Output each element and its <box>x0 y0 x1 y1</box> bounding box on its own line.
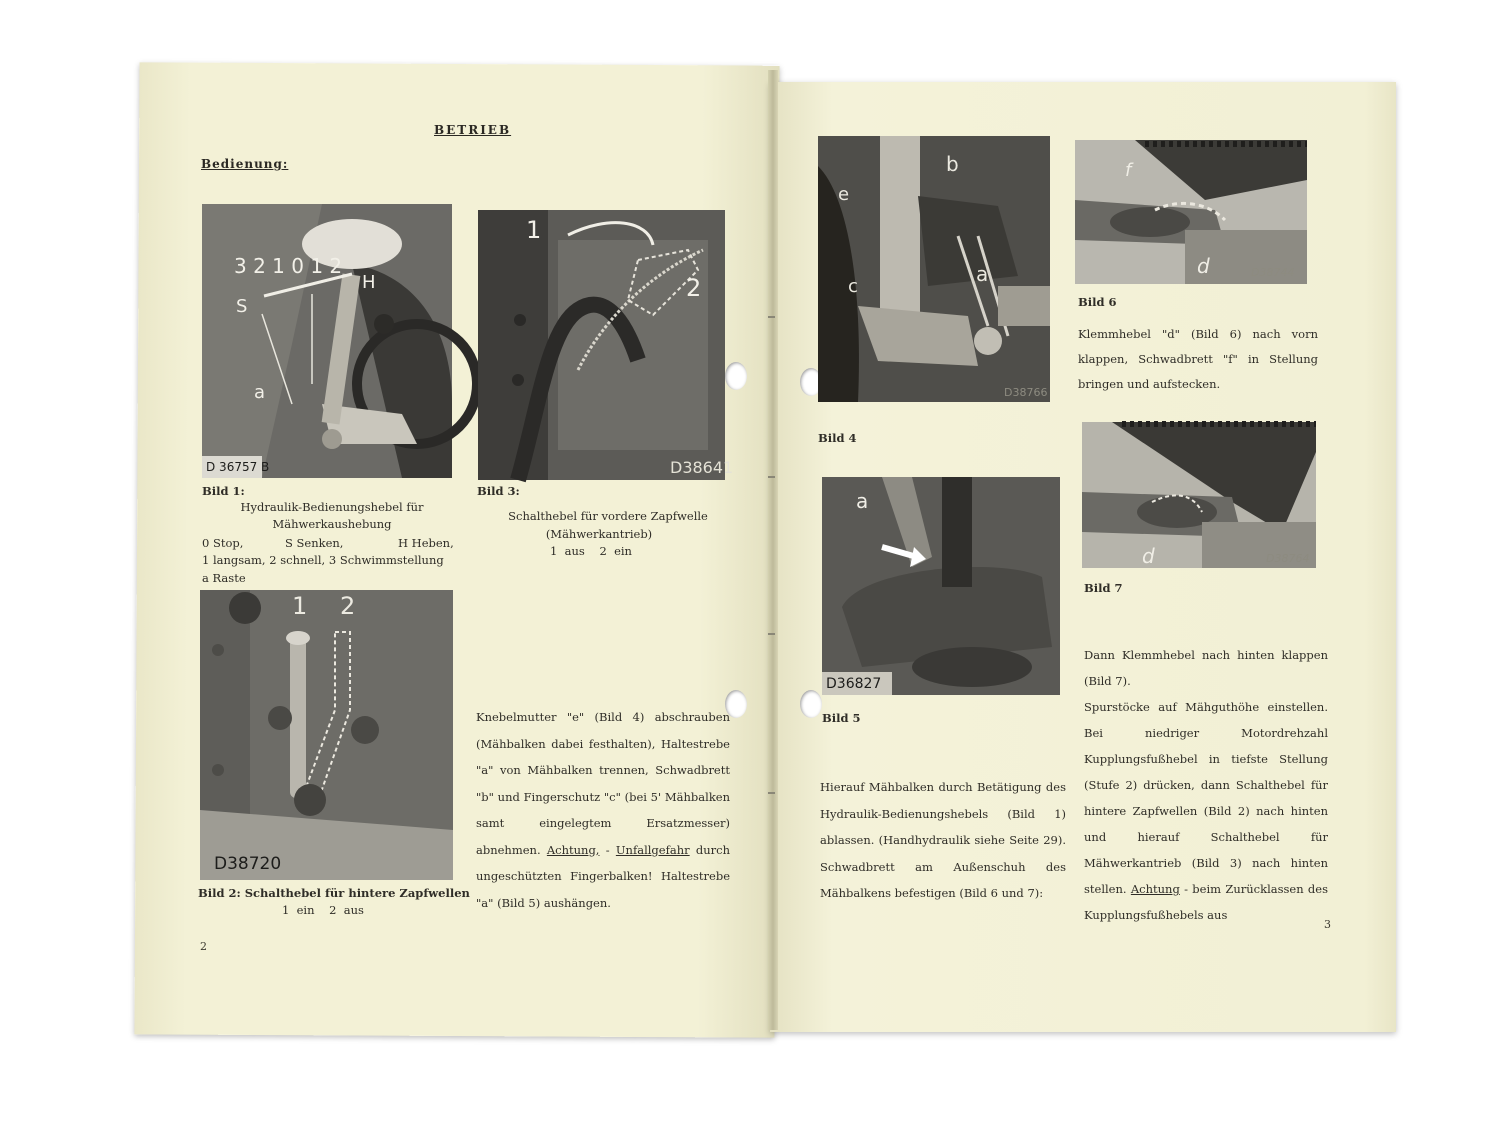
page-number: 3 <box>1324 918 1331 931</box>
punch-hole <box>800 690 822 718</box>
label-1: 1 <box>292 592 308 620</box>
label-s: S <box>236 296 248 317</box>
figure-5-photo <box>822 477 1060 695</box>
photo-id: D38641 <box>670 458 734 477</box>
body-text-part: - beim Zurücklassen des Kupplungsfußhebels aus <box>1084 882 1328 922</box>
scale-label: 3 2 1 0 1 2 <box>234 254 343 278</box>
label-a: a <box>856 489 869 513</box>
figure-7-photo <box>1082 422 1316 568</box>
photo-id: D38744 <box>1251 266 1295 279</box>
label-f: f <box>1125 160 1132 181</box>
margin-tick <box>768 316 775 318</box>
legend-speeds: 1 langsam, 2 schnell, 3 Schwimmstellung <box>202 553 444 567</box>
label-a: a <box>976 262 989 286</box>
photo-id: D38764 <box>1266 552 1310 565</box>
body-text-part: Knebelmutter "e" (Bild 4) abschrauben (Mähbalken dabei festhalten), Haltestrebe "a" von Mähbalken trennen, Schwadbrett "b" und Fingerschutz "c" (bei 5' Mähbalken samt eingelegtem Ersatzmesser) abnehmen. <box>476 710 730 857</box>
figure-4-caption: Bild 4 <box>818 431 857 445</box>
body-text-part: - <box>599 842 616 857</box>
body-text-part: Dann Klemmhebel nach hinten klappen (Bild 7). <box>1084 648 1328 688</box>
legend-heben: H Heben, <box>398 536 454 550</box>
page-number: 2 <box>200 940 207 953</box>
body-text-part: durch ungeschützten Fingerbalken! Haltestrebe "a" (Bild 5) aushängen. <box>476 842 730 910</box>
figure-2-photo <box>200 590 453 880</box>
margin-tick <box>768 476 775 478</box>
photo-id: D38720 <box>214 854 282 874</box>
figure-6-caption: Bild 6 <box>1078 295 1117 309</box>
legend-senken: S Senken, <box>285 536 344 550</box>
body-paragraph <box>1084 642 1328 928</box>
body-paragraph: Hierauf Mähbalken durch Betätigung des Hydraulik-Bedienungshebels (Bild 1) ablassen. (Handhydraulik siehe Seite 29). Schwadbrett am Außenschuh des Mähbalkens befestigen (Bild 6 und 7): <box>820 780 1066 900</box>
figure-1-caption-line: Mähwerkaushebung <box>272 517 392 531</box>
label-a: a <box>254 382 266 403</box>
figure-1-caption-line: Hydraulik-Bedienungshebel für <box>240 500 424 514</box>
unfallgefahr-word: Unfallgefahr <box>615 842 690 857</box>
punch-hole <box>725 362 747 390</box>
figure-1-caption-title: Bild 1: <box>202 484 245 498</box>
achtung-word: Achtung <box>1130 882 1180 896</box>
achtung-word: Achtung, <box>546 842 600 857</box>
label-2: 2 <box>686 274 702 302</box>
figure-3-caption-line: Schalthebel für vordere Zapfwelle <box>508 509 708 523</box>
photo-id: D 36757 B <box>206 460 270 474</box>
figure-6-text: Klemmhebel "d" (Bild 6) nach vorn klappen, Schwadbrett "f" in Stellung bringen und aufstecken. <box>1078 327 1318 391</box>
figure-7-caption: Bild 7 <box>1084 581 1123 595</box>
label-c: c <box>848 276 858 297</box>
figure-3-photo <box>478 210 734 480</box>
photo-id: D36827 <box>826 676 882 692</box>
label-2: 2 <box>340 592 356 620</box>
page-header: BETRIEB <box>434 123 512 137</box>
body-text-part: Spurstöcke auf Mähguthöhe einstellen. Bei niedriger Motordrehzahl Kupplungsfußhebel in tiefste Stellung (Stufe 2) drücken, dann Schalthebel für hintere Zapfwellen (Bild 2) nach hinten und hierauf Schalthebel für Mähwerkantrieb (Bild 3) nach hinten stellen. <box>1084 700 1328 896</box>
margin-tick <box>768 633 775 635</box>
label-e: e <box>838 184 850 205</box>
figure-5-caption: Bild 5 <box>822 711 861 725</box>
figure-3-caption-line: (Mähwerkantrieb) <box>545 527 653 541</box>
label-d: d <box>1197 254 1210 278</box>
legend-raste: a Raste <box>202 571 246 585</box>
margin-tick <box>768 792 775 794</box>
figure-4-photo <box>818 136 1050 402</box>
figure-2-caption-line: 1 ein 2 aus <box>282 903 364 917</box>
label-d: d <box>1142 544 1155 568</box>
legend-stop: 0 Stop, <box>202 536 244 550</box>
figure-2-caption-line: Bild 2: Schalthebel für hintere Zapfwellen <box>198 886 470 900</box>
figure-3-caption-line: 1 aus 2 ein <box>550 544 632 558</box>
label-h: H <box>362 272 376 293</box>
figure-3-caption-title: Bild 3: <box>477 484 520 498</box>
book-spine <box>768 70 778 1030</box>
label-1: 1 <box>526 216 542 244</box>
figure-6-photo <box>1075 140 1307 284</box>
figure-1-photo <box>202 204 452 478</box>
photo-id: D38766 <box>1004 386 1048 399</box>
label-b: b <box>946 152 959 176</box>
body-paragraph <box>476 704 730 916</box>
section-title: Bedienung: <box>201 157 289 171</box>
